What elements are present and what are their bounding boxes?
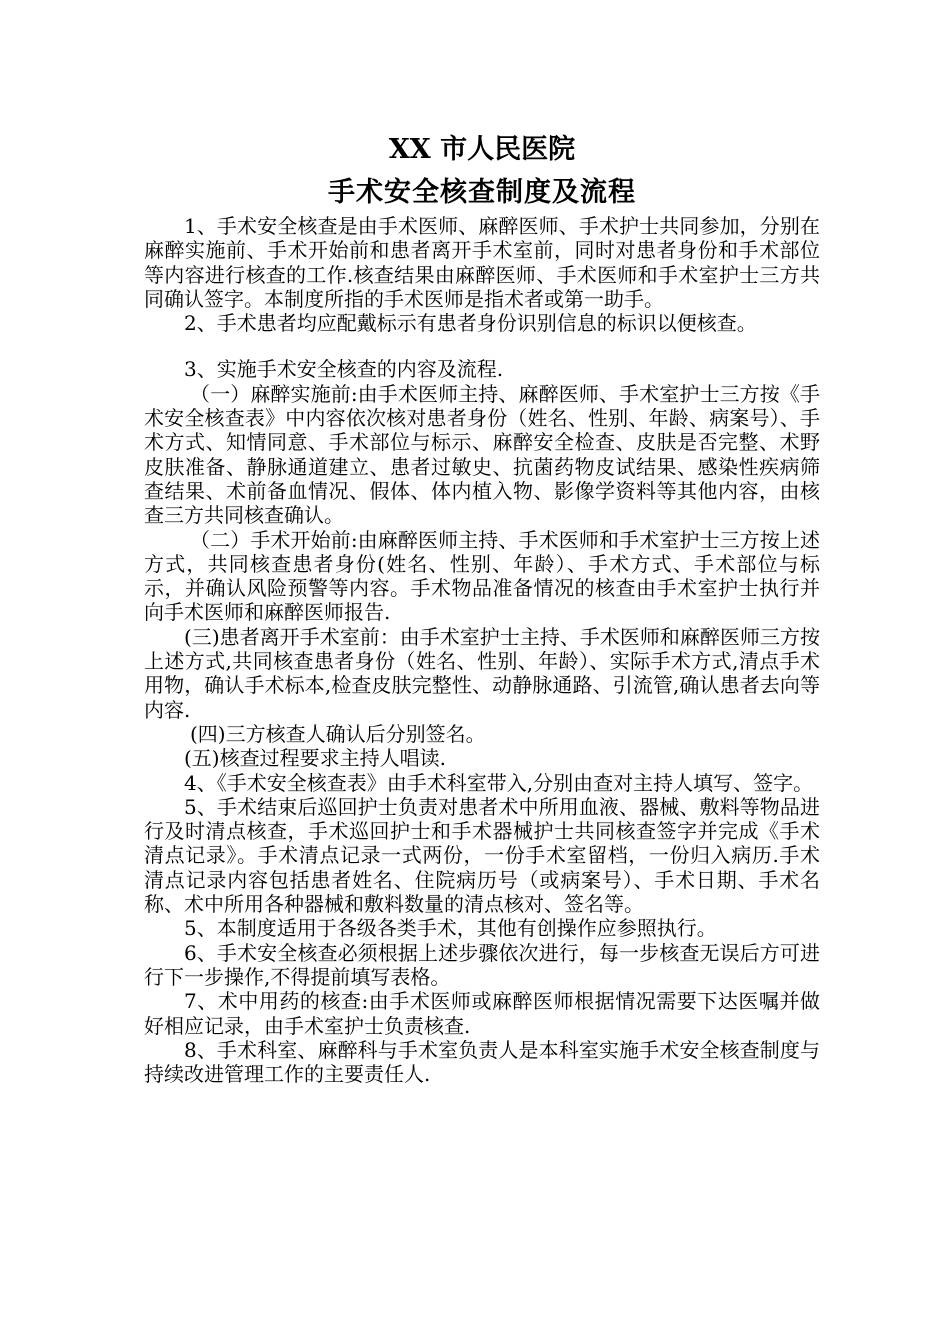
paragraph-5: 5、手术结束后巡回护士负责对患者术中所用血液、器械、敷料等物品进行及时清点核查，手术巡回护士和手术器械护士共同核查签字并完成《手术清点记录》。手术清点记录一式两份，一份手术室留档，一份归入病历.手术清点记录内容包括患者姓名、住院病历号（或病案号）、手术日期、手术名称、术中所用各种器械和敷料数量的清点核对、签名等。 [144, 794, 820, 917]
paragraph-3-5: (五)核查过程要求主持人唱读. [184, 746, 446, 771]
paragraph-4: 4、《手术安全核查表》由手术科室带入,分别由查对主持人填写、签字。 [184, 770, 814, 795]
paragraph-3-4: (四)三方核查人确认后分别签名。 [190, 721, 486, 746]
hospital-title: XX 市人民医院 [388, 134, 576, 165]
document-body [144, 132, 820, 1086]
paragraph-6: 6、手术安全核查必须根据上述步骤依次进行，每一步核查无误后方可进行下一步操作,不得提前填写表格。 [144, 940, 820, 989]
paragraph-8: 8、手术科室、麻醉科与手术室负责人是本科室实施手术安全核查制度与持续改进管理工作的主要责任人. [144, 1037, 820, 1087]
paragraph-3-3: (三)患者离开手术室前：由手术室护士主持、手术医师和麻醉医师三方按上述方式,共同核查患者身份（姓名、性别、年龄）、实际手术方式,清点手术用物，确认手术标本,检查皮肤完整性、动静脉通路、引流管,确认患者去向等内容. [144, 624, 820, 722]
document-title: 手术安全核查制度及流程 [328, 177, 636, 208]
paragraph-2: 2、手术患者均应配戴标示有患者身份识别信息的标识以便核查。 [184, 311, 757, 336]
paragraph-3-2: （二）手术开始前:由麻醉医师主持、手术医师和手术室护士三方按上述方式，共同核查患者身份(姓名、性别、年龄）、手术方式、手术部位与标示，并确认风险预警等内容。手术物品准备情况的核查由手术室护士执行并向手术医师和麻醉医师报告. [144, 527, 820, 625]
paragraph-1: 1、手术安全核查是由手术医师、麻醉医师、手术护士共同参加，分别在麻醉实施前、手术开始前和患者离开手术室前，同时对患者身份和手术部位等内容进行核查的工作.核查结果由麻醉医师、手术医师和手术室护士三方共同确认签字。本制度所指的手术医师是指术者或第一助手。 [144, 214, 820, 311]
paragraph-5b: 5、本制度适用于各级各类手术，其他有创操作应参照执行。 [184, 916, 717, 941]
paragraph-7: 7、术中用药的核查:由手术医师或麻醉医师根据情况需要下达医嘱并做好相应记录，由手术室护士负责核查. [144, 989, 820, 1038]
paragraph-3-1: （一）麻醉实施前:由手术医师主持、麻醉医师、手术室护士三方按《手术安全核查表》中内容依次核对患者身份（姓名、性别、年龄、病案号）、手术方式、知情同意、手术部位与标示、麻醉安全检查、皮肤是否完整、术野皮肤准备、静脉通道建立、患者过敏史、抗菌药物皮试结果、感染性疾病筛查结果、术前备血情况、假体、体内植入物、影像学资料等其他内容，由核查三方共同核查确认。 [144, 381, 820, 528]
paragraph-3: 3、实施手术安全核查的内容及流程. [184, 357, 504, 382]
blank-line [144, 335, 820, 357]
